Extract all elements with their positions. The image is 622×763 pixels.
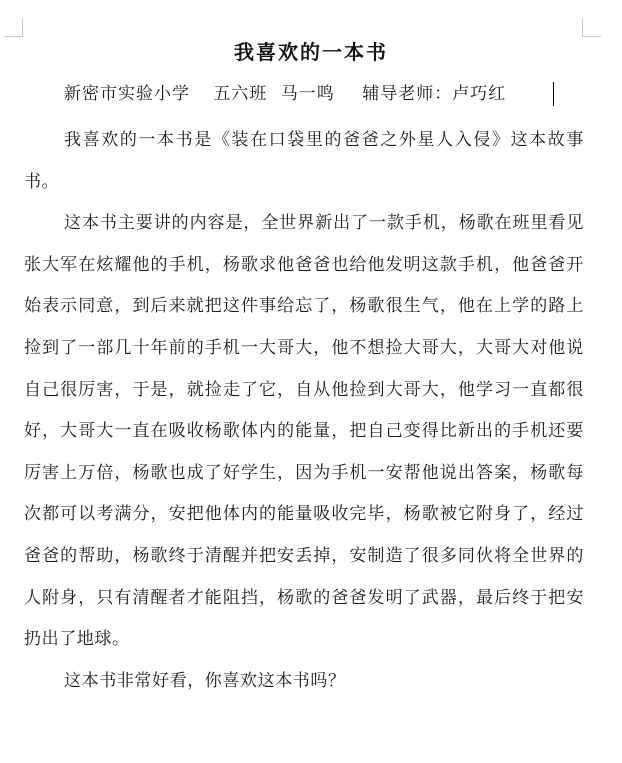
- byline-school: 新密市实验小学: [64, 84, 190, 104]
- paragraph-closing: 这本书非常好看，你喜欢这本书吗？: [64, 670, 346, 691]
- byline: [64, 80, 506, 108]
- document-title: 我喜欢的一本书: [234, 40, 388, 64]
- page-margin-corner-top-right: [582, 18, 601, 37]
- page-margin-corner-top-left: [4, 18, 23, 37]
- byline-class: 五六班: [213, 84, 268, 104]
- text-cursor: [553, 82, 554, 106]
- byline-student: 马一鸣: [280, 84, 335, 104]
- document-body[interactable]: [24, 120, 584, 702]
- paragraph-intro: 我喜欢的一本书是《装在口袋里的爸爸之外星人入侵》这本故事书。: [24, 130, 584, 192]
- byline-teacher: 辅导老师：卢巧红: [362, 84, 507, 104]
- paragraph-summary: 这本书主要讲的内容是，全世界新出了一款手机，杨歌在班里看见张大军在炫耀他的手机，杨歌求他爸爸也给他发明这款手机，他爸爸开始表示同意，到后来就把这件事给忘了，杨歌很生气，他在上学的路上捡到了一部几十年前的手机一大哥大，他不想捡大哥大，大哥大对他说自己很厉害，于是，就捡走了它，自从他捡到大哥大，他学习一直都很好，大哥大一直在吸收杨歌体内的能量，把自己变得比新出的手机还要厉害上万倍，杨歌也成了好学生，因为手机一安帮他说出答案，杨歌每次都可以考满分，安把他体内的能量吸收完毕，杨歌被它附身了，经过爸爸的帮助，杨歌终于清醒并把安丢掉，安制造了很多同伙将全世界的人附身，只有清醒者才能阻挡，杨歌的爸爸发明了武器，最后终于把安扔出了地球。: [24, 213, 584, 650]
